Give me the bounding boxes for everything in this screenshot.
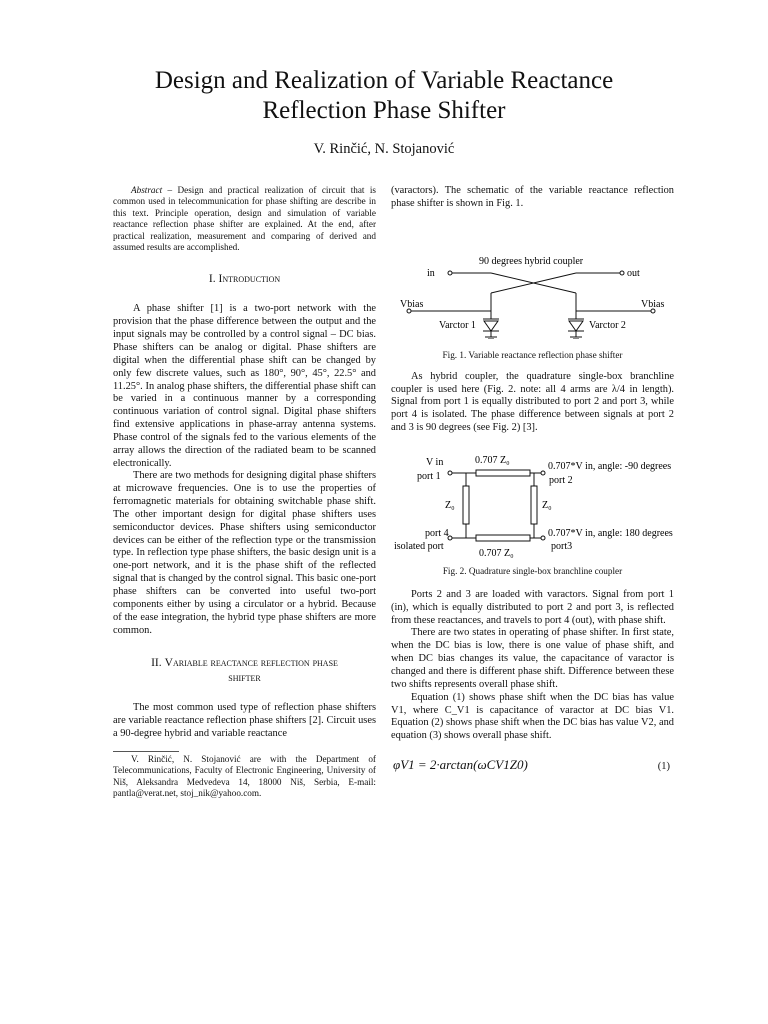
abstract-label: Abstract [131, 185, 163, 195]
right-column [391, 185, 674, 781]
section-1-paragraph-1: A phase shifter [1] is a two-port network with the provision that the phase difference between the output and the input signals may be controlled by a control signal – DC bias. Phase shifters can be analog or digital. Phase shifters are digital when the differential phase shift can be changed by only few discrete values, such as 180°, 90°, 45°, 22.5° and 11.25°. In analog phase shifters, the differential phase shift can be varied in a continuous manner by a corresponding continuous variation of control signal. Digital phase shifters find extensive applications in phase-array antenna systems. Phase control of the signals fed to the various elements of the array allows the direction of the radiated beam to be scanned electronically. [113, 303, 376, 469]
fig2-bottom-arm: 0.707 Z₀ [479, 547, 514, 559]
section-1-number: I. [208, 272, 216, 286]
fig2-out3: 0.707*V in, angle: 180 degrees [548, 527, 673, 539]
equation-1-number: (1) [657, 761, 670, 773]
right-paragraph-2: As hybrid coupler, the quadrature single-box branchline coupler is used here (Fig. 2. note: all 4 arms are λ/4 in length). Signal from port 1 is equally distributed to port 2 and port 3, while port 4 is isolated. The phase difference between signals at port 2 and 3 is 90 degrees (see Fig. 2) [3]. [391, 370, 674, 434]
footnote-text: V. Rinčić, N. Stojanović are with the Department of Telecommunications, Faculty of Electronic Engineering, University of Niš, Aleksandra Medvedeva 14, 18000 Niš, Serbia, E-mail: pantla@verat.net, stoj_nik@yahoo.com. [113, 753, 376, 798]
fig2-top-arm: 0.707 Z₀ [475, 454, 510, 466]
fig2-port4: port 4 [425, 527, 449, 539]
fig2-right-arm: Z₀ [542, 499, 552, 511]
fig1-vbias-left: Vbias [400, 298, 424, 310]
fig1-in-label: in [427, 267, 435, 279]
right-paragraph-1: (varactors). The schematic of the variable reactance reflection phase shifter is shown in Fig. 1. [391, 185, 674, 209]
section-1-heading [113, 271, 376, 286]
left-column [113, 185, 376, 799]
fig2-out2: 0.707*V in, angle: -90 degrees [548, 460, 672, 472]
fig1-varactor-1: Varctor 1 [439, 319, 476, 331]
section-2-paragraph-1: The most common used type of reflection phase shifters are variable reactance reflection phase shifters [2]. Circuit uses a 90-degree hybrid and variable reactance [113, 702, 376, 740]
figure-2-schematic [391, 451, 674, 559]
fig1-vbias-right: Vbias [641, 298, 665, 310]
right-paragraph-5: Equation (1) shows phase shift when the DC bias has value V1, where C_V1 is capacitance of varactor at DC bias V1. Equation (2) shows phase shift when the DC bias has value V2, and equation (3) shows overall phase shift. [391, 691, 674, 742]
section-1-title: Introduction [218, 272, 281, 286]
equation-1-formula: φV1 = 2·arctan(ωCV1Z0) [393, 757, 528, 773]
fig1-coupler-label: 90 degrees hybrid coupler [479, 255, 584, 267]
footnote-divider [113, 751, 179, 752]
title-line-1: Design and Realization of Variable Reactance [154, 67, 614, 94]
section-2-title-line-2: shifter [228, 671, 261, 685]
right-paragraph-3: Ports 2 and 3 are loaded with varactors. Signal from port 1 (in), which is equally distributed to port 2 and port 3, is reflected from these reactances, and travels to port 4 (out), with phase shift. [391, 588, 674, 626]
paper-title [0, 66, 768, 126]
fig2-port1: port 1 [417, 470, 441, 482]
section-2-number: II. [151, 656, 162, 670]
abstract [113, 185, 376, 253]
equation-1 [391, 757, 674, 781]
fig2-port2: port 2 [549, 474, 573, 486]
authors: V. Rinčić, N. Stojanović [313, 141, 455, 157]
right-paragraph-4: There are two states in operating of phase shifter. In first state, when the DC bias is low, there is one value of phase shift, and when DC bias changes its value, the capacitance of varactor is changed and there is different phase shift. Difference between these two shifts represents overall phase shift. [391, 627, 674, 690]
fig1-out-label: out [627, 267, 640, 279]
fig2-port3: port3 [551, 540, 573, 552]
title-line-2: Reflection Phase Shifter [262, 97, 506, 124]
figure-1-caption: Fig. 1. Variable reactance reflection phase shifter [442, 349, 623, 360]
section-1-paragraph-2: There are two methods for designing digital phase shifters at microwave frequencies. One is to use the properties of ferromagnetic materials for obtaining switchable phase shift. The other important design for digital phase shifters uses semiconductor devices. Phase shifters using semiconductor devices can be either of the reflection type or the transmission type. In reflection type phase shifters, the basic design unit is a one-port network, and it is the phase shift of the reflected signal that is changed by the control signal. This basic one-port phase shifters can be converted into useful two-port components either by using a circulator or a hybrid. Because of the ease integration, the hybrid type phase shifters are more common. [113, 470, 376, 636]
fig1-varactor-2: Varctor 2 [589, 319, 626, 331]
fig2-left-arm: Z₀ [445, 499, 455, 511]
section-2-title-line-1: Variable reactance reflection phase [164, 656, 338, 670]
fig2-vin: V in [426, 456, 444, 468]
figure-1-schematic [391, 221, 674, 339]
abstract-text: – Design and practical realization of circuit that is common used in telecommunication for phase shifting are describe in this text. Principle operation, design and simulation of variable reactance reflection phase shifter are explained. At the end, after practical realization, measurement and comparing of derived and assumed results are accomplished. [113, 185, 376, 253]
figure-2-caption: Fig. 2. Quadrature single-box branchline coupler [442, 565, 623, 576]
footnote [113, 754, 376, 799]
section-2-heading [113, 655, 376, 685]
fig2-isolated: isolated port [394, 540, 444, 552]
